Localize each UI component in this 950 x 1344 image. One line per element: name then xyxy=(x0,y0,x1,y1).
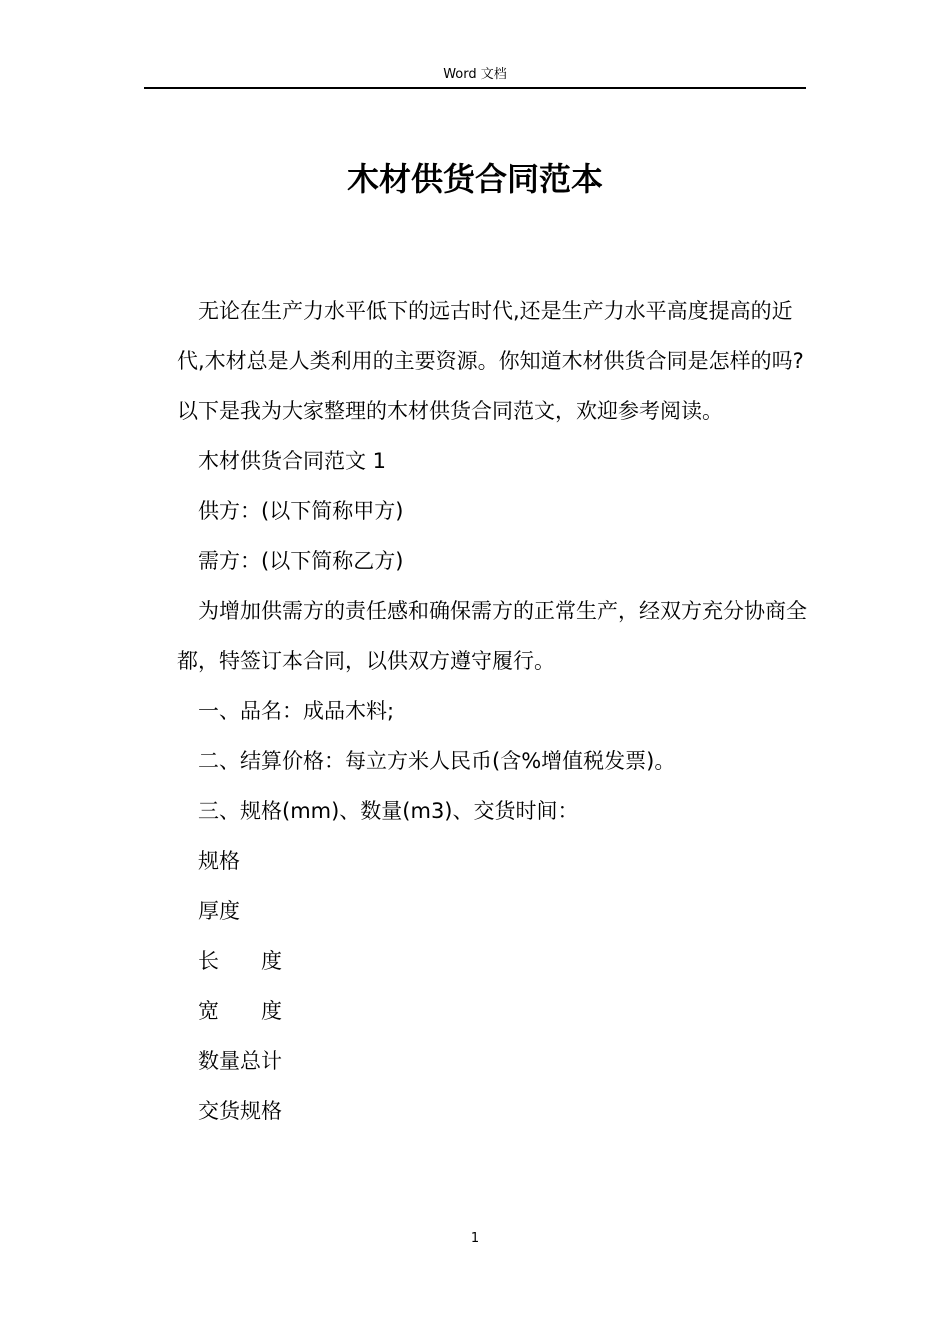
purpose-paragraph: 为增加供需方的责任感和确保需方的正常生产，经双方充分协商全都，特签订本合同，以供双方遵守履行。 xyxy=(177,599,807,673)
intro-paragraph: 无论在生产力水平低下的远古时代,还是生产力水平高度提高的近代,木材总是人类利用的主要资源。你知道木材供货合同是怎样的吗?以下是我为大家整理的木材供货合同范文，欢迎参考阅读。 xyxy=(177,299,804,423)
page-number: 1 xyxy=(470,1231,480,1246)
spec-item-length: 长 度 xyxy=(198,949,282,973)
header-rule xyxy=(144,87,806,89)
supplier-line: 供方：(以下简称甲方) xyxy=(198,499,404,523)
contract-heading: 木材供货合同范文 1 xyxy=(198,449,387,473)
document-body xyxy=(177,286,807,1136)
spec-item-specification: 规格 xyxy=(198,849,240,873)
clause-spec-quantity: 三、规格(mm)、数量(m3)、交货时间： xyxy=(198,799,579,823)
clause-price: 二、结算价格：每立方米人民币(含%增值税发票)。 xyxy=(198,749,676,773)
clause-product-name: 一、品名：成品木料; xyxy=(198,699,395,723)
spec-item-delivery-spec: 交货规格 xyxy=(198,1099,282,1123)
spec-item-total-quantity: 数量总计 xyxy=(198,1049,282,1073)
buyer-line: 需方：(以下简称乙方) xyxy=(198,549,404,573)
spec-item-width: 宽 度 xyxy=(198,999,282,1023)
page-header: Word 文档 xyxy=(443,67,507,82)
spec-item-thickness: 厚度 xyxy=(198,899,240,923)
document-title: 木材供货合同范本 xyxy=(346,160,603,198)
